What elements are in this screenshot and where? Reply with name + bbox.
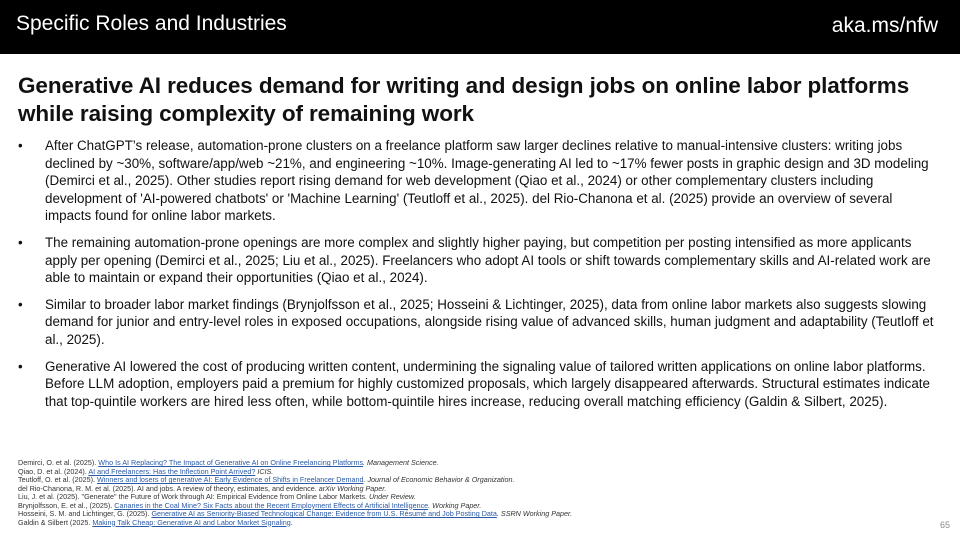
reference-link[interactable]: Making Talk Cheap: Generative AI and Labor Market Signaling xyxy=(92,517,291,527)
reference-link[interactable]: AI and Freelancers: Has the Inflection Point Arrived? xyxy=(88,466,256,476)
reference-item: Liu, J. et al. (2025). "Generate" the Future of Work through AI: Empirical Evidence from Online Labor Markets. Under Review. xyxy=(18,492,416,501)
reference-item: del Rio-Chanona, R. M. et al. (2025). AI and jobs. A review of theory, estimates, and evidence. arXiv Working Paper. xyxy=(18,483,387,493)
reference-link[interactable]: Winners and losers of generative AI: Early Evidence of Shifts in Freelancer Demand xyxy=(96,475,364,484)
header-link[interactable]: aka.ms/nfw xyxy=(831,14,938,37)
bullet-text: After ChatGPT’s release, automation-prone clusters on a freelance platform saw larger declines relative to manual-intensive clusters: writing jobs declined by ~30%, software/app/web ~21%, and engineering ~10%. Image-generating AI led to ~17% fewer posts in graphic design and 3D modeling (Demirci et al., 2025). Other studies report rising demand for web development (Qiao et al., 2024) or other complementary clusters including development of 'AI-powered chatbots' or 'Machine Learning' (Teutloff et al., 2025). del Rio-Chanona et al. (2025) provide an overview of several impacts found for online labor markets. xyxy=(45,138,929,224)
reference-item: Qiao, D. et al. (2024). AI and Freelancers: Has the Inflection Point Arrived? ICIS. xyxy=(18,466,274,476)
bullet-item xyxy=(18,358,938,411)
bullet-item xyxy=(18,296,938,349)
reference-link[interactable]: Generative AI as Seniority-Biased Technological Change: Evidence from U.S. Résumé and Job Posting Data xyxy=(151,509,497,518)
reference-item: Demirci, O. et al. (2025). Who Is AI Replacing? The Impact of Generative AI on Online Freelancing Platforms. Management Science. xyxy=(18,458,439,467)
reference-link[interactable]: Canaries in the Coal Mine? Six Facts about the Recent Employment Effects of Artificial Intelligence xyxy=(114,500,429,510)
header-bar xyxy=(0,0,960,54)
reference-item: Brynjolfsson, E. et al., (2025). Canaries in the Coal Mine? Six Facts about the Recent Employment Effects of Artificial Intelligence. Working Paper. xyxy=(18,500,482,510)
section-title: Specific Roles and Industries xyxy=(16,12,287,35)
references-list xyxy=(18,459,878,527)
reference-link[interactable]: Who Is AI Replacing? The Impact of Generative AI on Online Freelancing Platforms xyxy=(98,458,364,467)
bullet-marker: • xyxy=(18,138,23,153)
bullet-item xyxy=(18,234,938,287)
bullet-text: Generative AI lowered the cost of producing written content, undermining the signaling value of tailored written applications on online labor platforms. Before LLM adoption, employers paid a premium for highly customized proposals, which largely disappeared afterwards. Structural estimates indicate that top-quintile workers are hired less often, while bottom-quintile hires increase, reducing overall matching efficiency (Galdin & Silbert, 2025). xyxy=(45,358,930,409)
bullet-marker: • xyxy=(18,234,23,250)
page-number: 65 xyxy=(939,520,950,530)
reference-item: Teutloff, O. et al. (2025). Winners and losers of generative AI: Early Evidence of Shifts in Freelancer Demand. Journal of Economic Behavior & Organization. xyxy=(18,475,515,484)
bullet-list xyxy=(18,137,938,419)
reference-item: Hosseini, S. M. and Lichtinger, G. (2025). Generative AI as Seniority-Biased Technological Change: Evidence from U.S. Résumé and Job Posting Data. SSRN Working Paper. xyxy=(18,509,573,518)
bullet-marker: • xyxy=(18,358,23,374)
bullet-marker: • xyxy=(18,296,23,312)
bullet-text: Similar to broader labor market findings (Brynjolfsson et al., 2025; Hosseini & Lichtinger, 2025), data from online labor markets also suggests slowing demand for junior and entry-level roles in exposed occupations, alongside rising value of advanced skills, human judgment and adaptability (Teutloff et al., 2025). xyxy=(45,296,934,347)
bullet-item xyxy=(18,137,938,225)
slide-headline: Generative AI reduces demand for writing and design jobs on online labor platforms while raising complexity of remaining work xyxy=(18,73,910,126)
reference-item: Galdin & Silbert (2025. Making Talk Cheap: Generative AI and Labor Market Signaling. xyxy=(18,517,293,527)
bullet-text: The remaining automation-prone openings are more complex and slightly higher paying, but competition per posting intensified as more applicants apply per opening (Demirci et al., 2025; Liu et al., 2025). Freelancers who adopt AI tools or shift towards complementary skills and AI-related work are able to maintain or expand their opportunities (Qiao et al., 2024). xyxy=(45,234,931,286)
